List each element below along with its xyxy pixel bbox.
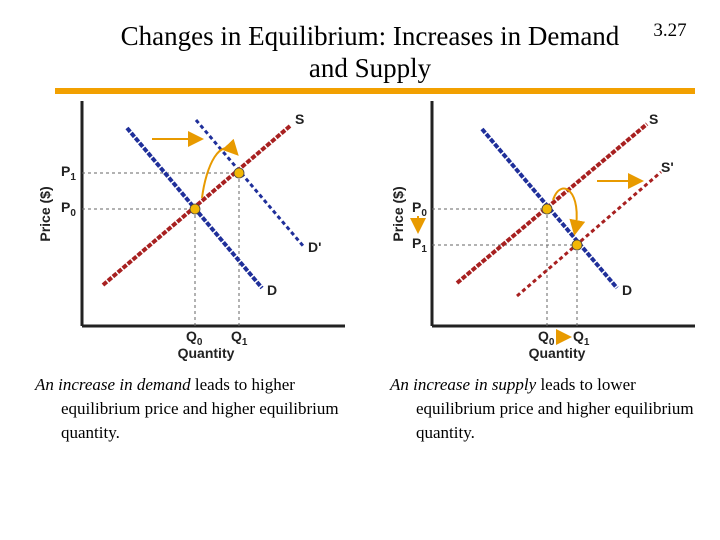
- supply-shift-graph: [385, 96, 705, 366]
- demand-shift-graph: [30, 96, 350, 366]
- demand-caption-emphasis: An increase in demand: [35, 375, 191, 394]
- supply-label: S: [295, 111, 305, 127]
- initial-equilibrium-point: [542, 204, 552, 214]
- new-equilibrium-point: [234, 168, 244, 178]
- demand-label: D: [267, 282, 278, 298]
- p1-label: $P_1$: [412, 235, 427, 255]
- equilibrium-move-arrow: [202, 148, 236, 198]
- initial-equilibrium-point: [190, 204, 200, 214]
- q0-label: $Q_0$: [538, 328, 555, 348]
- p1-label: $P_1$: [61, 163, 76, 183]
- y-axis-title: Price ($): [37, 186, 53, 242]
- x-axis-title: Quantity: [177, 345, 235, 361]
- new-supply-curve: [517, 172, 661, 296]
- q0-label: $Q_0$: [186, 328, 203, 348]
- p0-label: $P_0$: [61, 199, 76, 219]
- p0-label: $P_0$: [412, 199, 427, 219]
- slide-number: 3.27: [653, 20, 687, 41]
- new-demand-label: D': [308, 239, 322, 255]
- new-equilibrium-point: [572, 240, 582, 250]
- slide-title: Changes in Equilibrium: Increases in Demand and Supply: [120, 21, 620, 83]
- demand-caption-text: leads to higher equilibrium price and higher equilibrium quantity.: [61, 375, 339, 442]
- x-axis-title: Quantity: [528, 345, 586, 361]
- supply-caption-emphasis: An increase in supply: [390, 375, 537, 394]
- y-axis-title: Price ($): [390, 186, 406, 242]
- supply-caption: [390, 373, 705, 445]
- title-underline: [55, 88, 695, 94]
- supply-curve: [457, 124, 647, 283]
- supply-label: S: [649, 111, 659, 127]
- supply-caption-text: leads to lower equilibrium price and higher equilibrium quantity.: [416, 375, 694, 442]
- q1-label: $Q_1$: [573, 328, 590, 348]
- q1-label: $Q_1$: [231, 328, 248, 348]
- demand-caption: [35, 373, 355, 445]
- demand-label: D: [622, 282, 633, 298]
- new-supply-label: S': [661, 159, 674, 175]
